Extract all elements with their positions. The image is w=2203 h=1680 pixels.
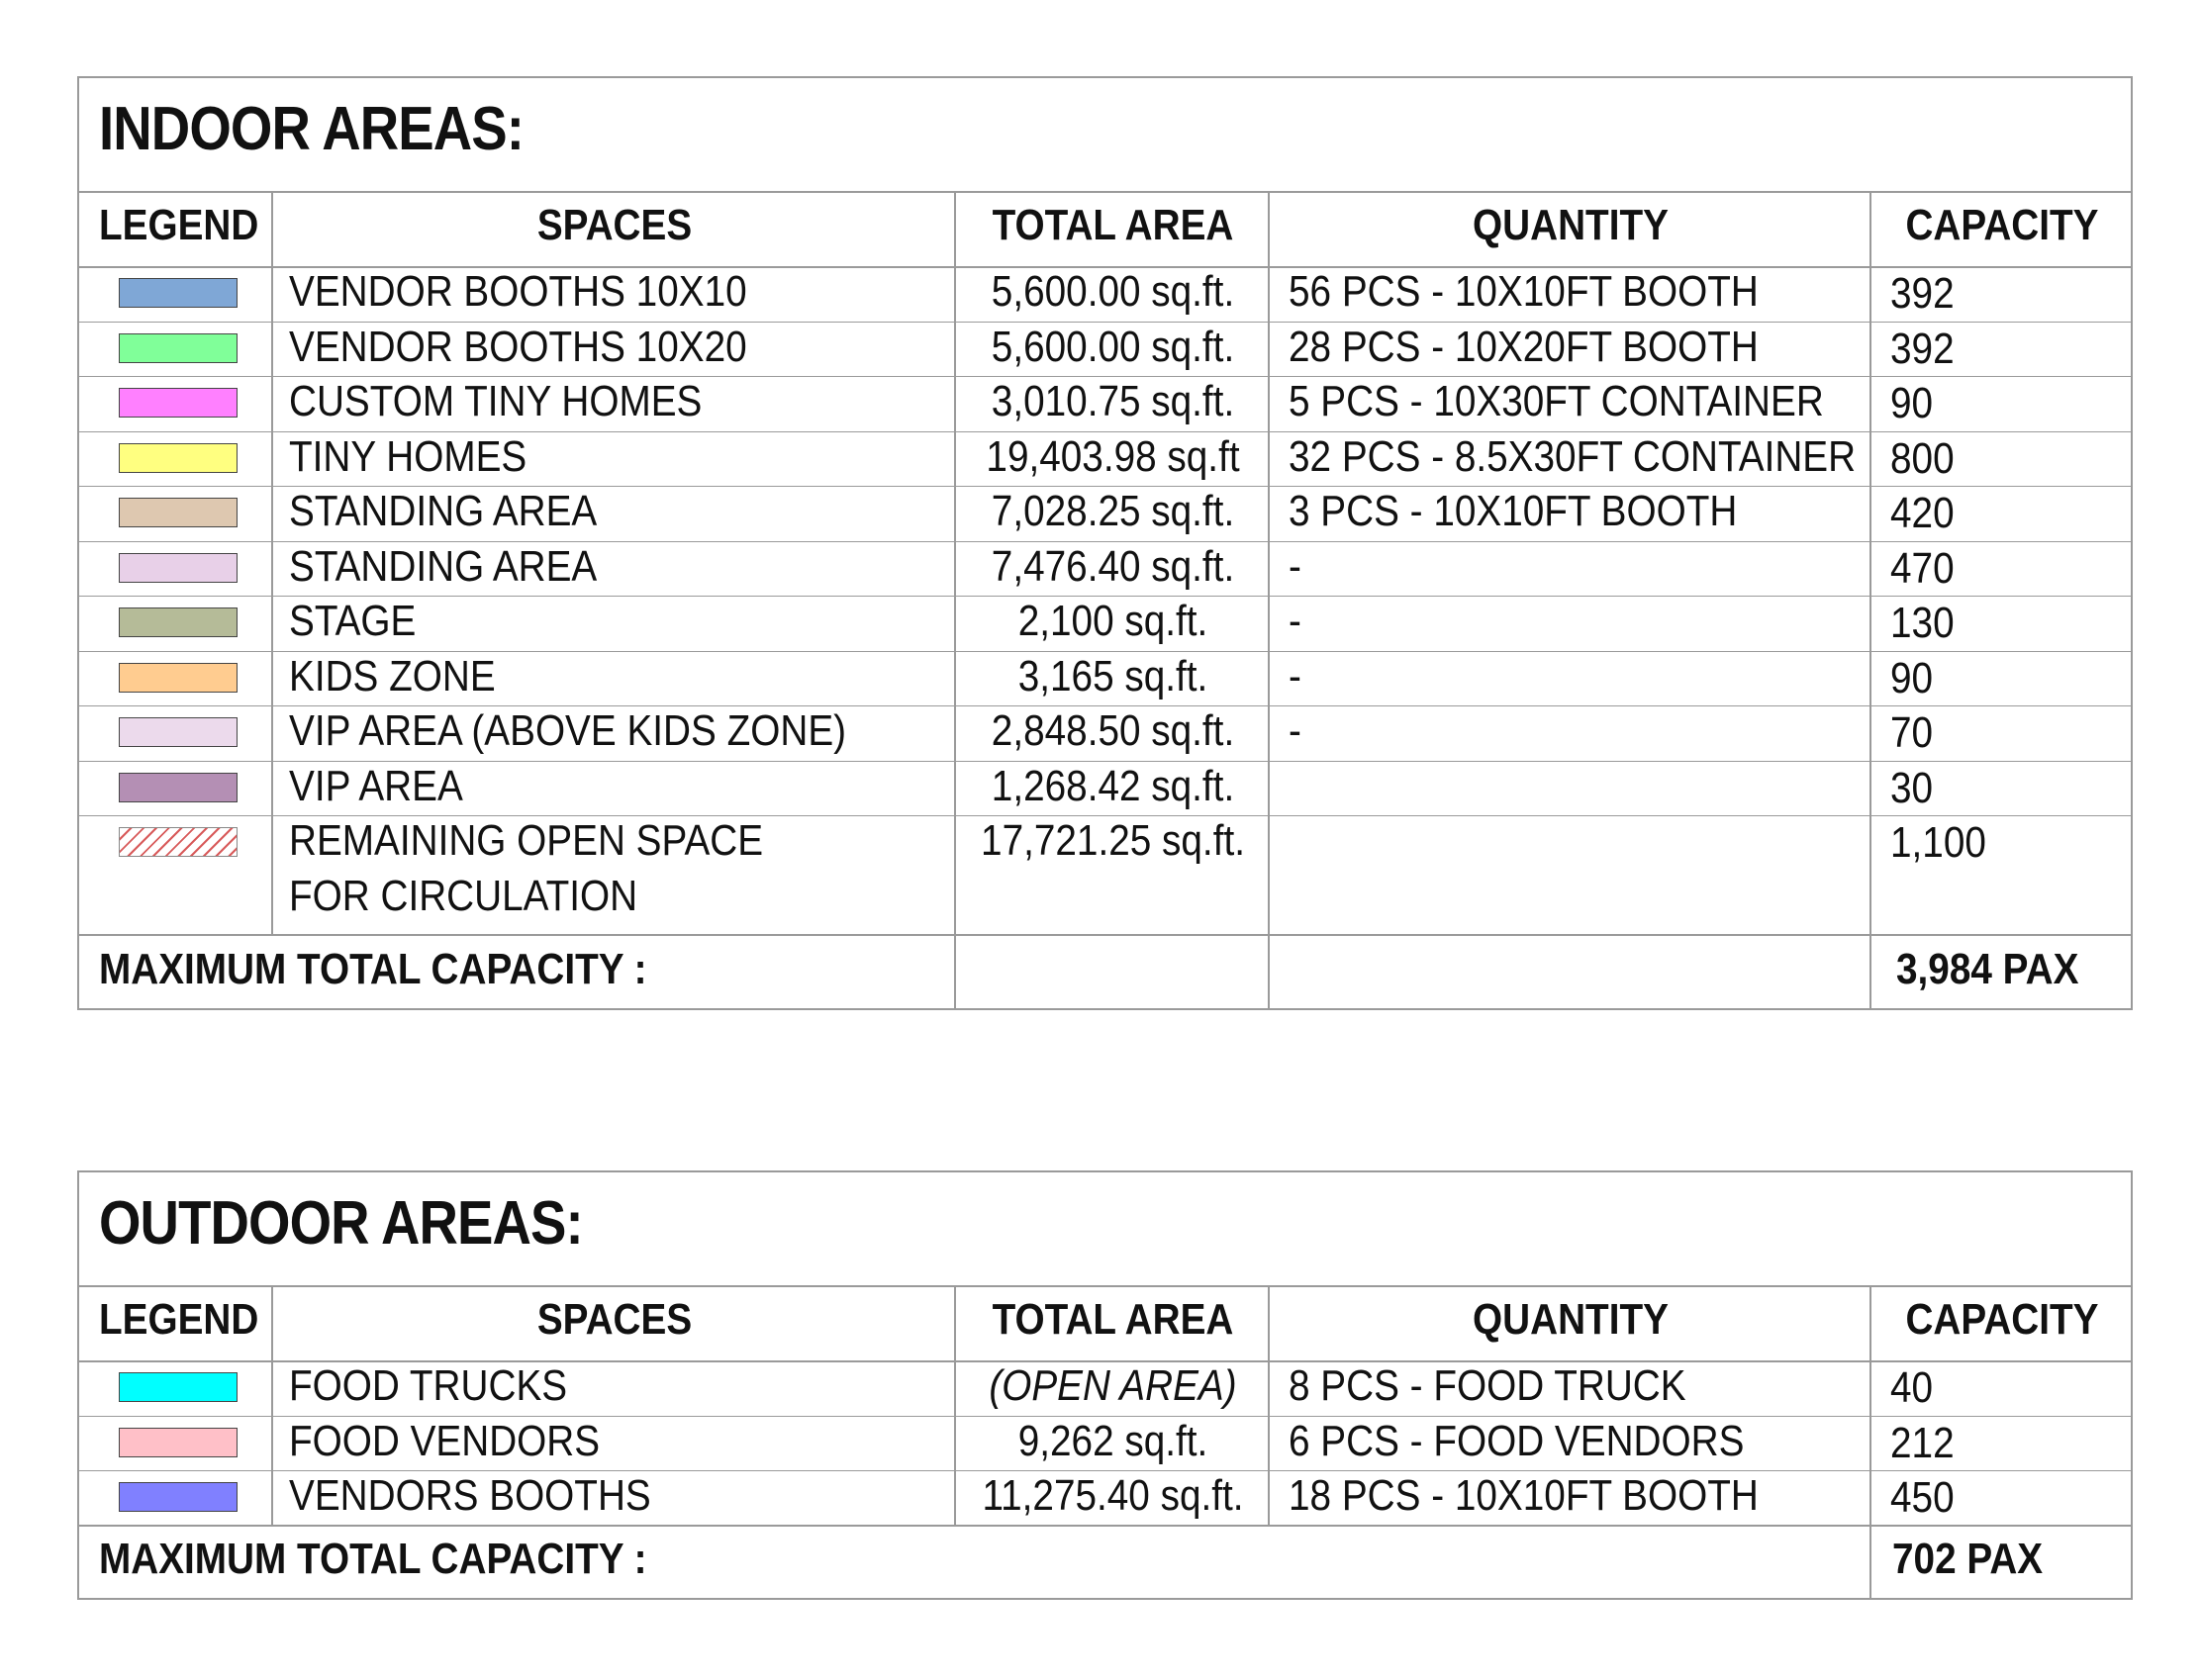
col-divider: [271, 1285, 273, 1525]
cell-quantity: 3 PCS - 10X10FT BOOTH: [1289, 487, 1738, 535]
col-divider: [954, 191, 956, 1010]
cell-total-area: 17,721.25 sq.ft.: [981, 816, 1245, 865]
indoor-total-label: MAXIMUM TOTAL CAPACITY :: [99, 945, 647, 993]
cell-space: VENDOR BOOTHS 10X10: [289, 267, 747, 316]
cell-total-area: (OPEN AREA): [989, 1361, 1237, 1410]
header-legend: LEGEND: [99, 1295, 259, 1344]
header-spaces: SPACES: [536, 201, 693, 249]
cell-capacity: 90: [1890, 653, 1934, 702]
cell-capacity: 212: [1890, 1418, 1955, 1467]
cell-capacity: 1,100: [1890, 818, 1986, 867]
cell-capacity: 450: [1890, 1473, 1955, 1522]
cell-space: CUSTOM TINY HOMES: [289, 377, 703, 425]
table-row: [79, 431, 2131, 487]
cell-space: TINY HOMES: [289, 431, 527, 481]
table-row: [79, 486, 2131, 541]
table-row: [79, 705, 2131, 761]
header-spaces: SPACES: [536, 1295, 693, 1344]
cell-quantity: 28 PCS - 10X20FT BOOTH: [1289, 322, 1759, 371]
table-row: [79, 376, 2131, 431]
cell-space: VENDOR BOOTHS 10X20: [289, 322, 747, 371]
cell-total-area: 7,476.40 sq.ft.: [991, 541, 1235, 591]
cell-total-area: 3,010.75 sq.ft.: [991, 377, 1235, 425]
cell-quantity: -: [1289, 597, 1301, 645]
cell-capacity: 90: [1890, 379, 1934, 427]
indoor-total-value: 3,984 PAX: [1896, 945, 2079, 993]
cell-space: VENDORS BOOTHS: [289, 1471, 651, 1520]
table-row: [79, 651, 2131, 706]
table-row: [79, 815, 2131, 930]
cell-total-area: 5,600.00 sq.ft.: [991, 267, 1235, 316]
cell-space: FOOD VENDORS: [289, 1416, 601, 1465]
legend-swatch: [119, 827, 238, 857]
cell-space: REMAINING OPEN SPACE FOR CIRCULATION: [289, 816, 764, 920]
table-row: [79, 266, 2131, 322]
legend-swatch: [119, 388, 238, 418]
header-quantity: QUANTITY: [1473, 201, 1669, 249]
legend-swatch: [119, 1482, 238, 1512]
legend-swatch: [119, 1428, 238, 1457]
cell-quantity: -: [1289, 651, 1301, 700]
cell-capacity: 420: [1890, 489, 1955, 537]
outdoor-title: OUTDOOR AREAS:: [99, 1189, 583, 1258]
cell-quantity: 8 PCS - FOOD TRUCK: [1289, 1361, 1686, 1410]
outdoor-total-value: 702 PAX: [1892, 1535, 2044, 1583]
cell-total-area: 19,403.98 sq.ft: [986, 431, 1240, 481]
cell-capacity: 130: [1890, 599, 1955, 647]
cell-space: VIP AREA: [289, 761, 463, 810]
cell-total-area: 3,165 sq.ft.: [1017, 651, 1208, 700]
table-row: [79, 761, 2131, 816]
header-total-area: TOTAL AREA: [992, 1295, 1234, 1344]
cell-capacity: 470: [1890, 543, 1955, 593]
cell-capacity: 70: [1890, 708, 1934, 757]
cell-space: STANDING AREA: [289, 487, 598, 535]
cell-quantity: -: [1289, 706, 1301, 755]
cell-space: KIDS ZONE: [289, 651, 496, 700]
col-divider: [1268, 1285, 1270, 1525]
cell-capacity: 392: [1890, 324, 1955, 373]
table-row: [79, 1360, 2131, 1416]
cell-total-area: 11,275.40 sq.ft.: [982, 1471, 1244, 1520]
cell-quantity: 6 PCS - FOOD VENDORS: [1289, 1416, 1745, 1465]
header-total-area: TOTAL AREA: [992, 201, 1234, 249]
col-divider: [1268, 191, 1270, 1010]
legend-swatch: [119, 1372, 238, 1402]
cell-quantity: 5 PCS - 10X30FT CONTAINER: [1289, 377, 1824, 425]
legend-swatch: [119, 773, 238, 802]
table-row: [79, 1470, 2131, 1526]
cell-capacity: 30: [1890, 763, 1934, 812]
header-capacity: CAPACITY: [1905, 1295, 2099, 1344]
indoor-title: INDOOR AREAS:: [99, 95, 525, 163]
header-legend: LEGEND: [99, 201, 259, 249]
legend-swatch: [119, 607, 238, 637]
header-quantity: QUANTITY: [1473, 1295, 1669, 1344]
cell-capacity: 800: [1890, 433, 1955, 483]
legend-swatch: [119, 498, 238, 527]
cell-space: VIP AREA (ABOVE KIDS ZONE): [289, 706, 847, 755]
cell-space: STANDING AREA: [289, 541, 598, 591]
header-capacity: CAPACITY: [1905, 201, 2099, 249]
cell-quantity: 18 PCS - 10X10FT BOOTH: [1289, 1471, 1759, 1520]
outdoor-total-label: MAXIMUM TOTAL CAPACITY :: [99, 1535, 647, 1583]
col-divider: [1869, 191, 1871, 1010]
indoor-areas-table: [77, 76, 2133, 1010]
cell-total-area: 2,100 sq.ft.: [1017, 597, 1208, 645]
cell-quantity: 56 PCS - 10X10FT BOOTH: [1289, 267, 1759, 316]
table-row: [79, 322, 2131, 377]
cell-total-area: 5,600.00 sq.ft.: [991, 322, 1235, 371]
divider: [79, 1285, 2131, 1287]
cell-total-area: 7,028.25 sq.ft.: [991, 487, 1235, 535]
col-divider: [954, 1285, 956, 1525]
cell-total-area: 1,268.42 sq.ft.: [991, 761, 1235, 810]
legend-swatch: [119, 333, 238, 363]
table-row: [79, 1416, 2131, 1471]
legend-swatch: [119, 553, 238, 583]
col-divider: [271, 191, 273, 934]
table-row: [79, 541, 2131, 597]
outdoor-areas-table: [77, 1170, 2133, 1600]
cell-quantity: -: [1289, 541, 1301, 591]
divider: [79, 191, 2131, 193]
legend-swatch: [119, 717, 238, 747]
cell-space: STAGE: [289, 597, 417, 645]
cell-space: FOOD TRUCKS: [289, 1361, 568, 1410]
cell-capacity: 392: [1890, 269, 1955, 318]
cell-total-area: 2,848.50 sq.ft.: [991, 706, 1235, 755]
table-row: [79, 596, 2131, 651]
legend-swatch: [119, 443, 238, 473]
legend-swatch: [119, 278, 238, 308]
col-divider: [1869, 1285, 1871, 1600]
legend-swatch: [119, 663, 238, 693]
cell-total-area: 9,262 sq.ft.: [1017, 1416, 1208, 1465]
divider: [79, 1525, 2131, 1527]
divider: [79, 934, 2131, 936]
cell-quantity: 32 PCS - 8.5X30FT CONTAINER: [1289, 431, 1857, 481]
cell-capacity: 40: [1890, 1363, 1934, 1412]
